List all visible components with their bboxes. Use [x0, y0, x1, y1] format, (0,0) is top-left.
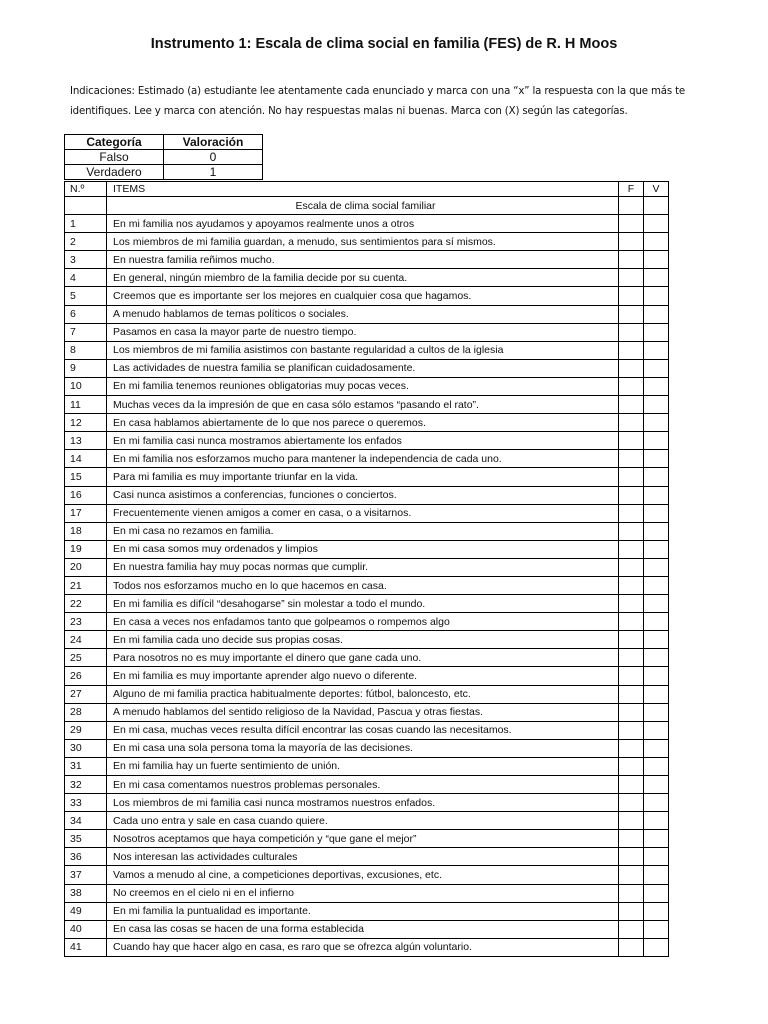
item-number: 12: [65, 414, 107, 432]
table-row: [65, 558, 669, 576]
false-answer-cell[interactable]: [619, 830, 644, 848]
value-header: Valoración: [164, 135, 263, 150]
item-text: Las actividades de nuestra familia se planifican cuidadosamente.: [107, 359, 619, 377]
false-answer-cell[interactable]: [619, 794, 644, 812]
true-answer-cell[interactable]: [644, 468, 669, 486]
items-header: ITEMS: [107, 182, 619, 197]
item-text: En casa a veces nos enfadamos tanto que golpeamos o rompemos algo: [107, 613, 619, 631]
item-number: 7: [65, 323, 107, 341]
true-answer-cell[interactable]: [644, 920, 669, 938]
false-answer-cell[interactable]: [619, 233, 644, 251]
item-number: 40: [65, 920, 107, 938]
table-row: [65, 848, 669, 866]
true-answer-cell[interactable]: [644, 848, 669, 866]
true-answer-cell[interactable]: [644, 884, 669, 902]
true-answer-cell[interactable]: [644, 812, 669, 830]
false-answer-cell[interactable]: [619, 396, 644, 414]
table-row: [65, 812, 669, 830]
false-answer-cell[interactable]: [619, 703, 644, 721]
table-row: [65, 305, 669, 323]
table-row: [65, 359, 669, 377]
table-row: [65, 794, 669, 812]
true-answer-cell[interactable]: [644, 251, 669, 269]
table-row: [65, 703, 669, 721]
item-text: A menudo hablamos del sentido religioso de la Navidad, Pascua y otras fiestas.: [107, 703, 619, 721]
true-answer-cell[interactable]: [644, 522, 669, 540]
table-row: [65, 486, 669, 504]
item-text: En mi familia tenemos reuniones obligatorias muy pocas veces.: [107, 377, 619, 395]
false-answer-cell[interactable]: [619, 938, 644, 956]
true-answer-cell[interactable]: [644, 667, 669, 685]
item-text: A menudo hablamos de temas políticos o sociales.: [107, 305, 619, 323]
category-label: Verdadero: [65, 165, 164, 180]
false-answer-cell[interactable]: [619, 902, 644, 920]
true-answer-cell[interactable]: [644, 613, 669, 631]
true-answer-cell[interactable]: [644, 341, 669, 359]
true-header: V: [644, 182, 669, 197]
false-answer-cell[interactable]: [619, 287, 644, 305]
true-answer-cell[interactable]: [644, 576, 669, 594]
item-text: Los miembros de mi familia guardan, a menudo, sus sentimientos para sí mismos.: [107, 233, 619, 251]
table-row: [65, 215, 669, 233]
table-row: [65, 450, 669, 468]
false-answer-cell[interactable]: [619, 649, 644, 667]
false-answer-cell[interactable]: [619, 432, 644, 450]
item-text: Los miembros de mi familia asistimos con bastante regularidad a cultos de la iglesia: [107, 341, 619, 359]
item-number: 34: [65, 812, 107, 830]
table-row: [65, 757, 669, 775]
table-row: [65, 938, 669, 956]
item-text: Creemos que es importante ser los mejores en cualquier cosa que hagamos.: [107, 287, 619, 305]
false-answer-cell[interactable]: [619, 576, 644, 594]
instructions-line-2: identifiques. Lee y marca con atención. No hay respuestas malas ni buenas. Marca con (X) según las categorías.: [70, 106, 628, 117]
item-number: 20: [65, 558, 107, 576]
item-number: 33: [65, 794, 107, 812]
table-row: [65, 540, 669, 558]
item-number: 4: [65, 269, 107, 287]
false-answer-cell[interactable]: [619, 269, 644, 287]
false-answer-cell[interactable]: [619, 866, 644, 884]
item-text: En nuestra familia reñimos mucho.: [107, 251, 619, 269]
table-row: [65, 739, 669, 757]
true-answer-cell[interactable]: [644, 757, 669, 775]
table-row: [65, 776, 669, 794]
true-answer-cell[interactable]: [644, 794, 669, 812]
item-number: 38: [65, 884, 107, 902]
true-answer-cell[interactable]: [644, 215, 669, 233]
true-answer-cell[interactable]: [644, 866, 669, 884]
item-text: En nuestra familia hay muy pocas normas que cumplir.: [107, 558, 619, 576]
table-row: [65, 432, 669, 450]
table-row: [65, 721, 669, 739]
true-answer-cell[interactable]: [644, 938, 669, 956]
section-title-row: [65, 197, 669, 215]
item-text: En mi familia nos esforzamos mucho para mantener la independencia de cada uno.: [107, 450, 619, 468]
item-text: Casi nunca asistimos a conferencias, funciones o conciertos.: [107, 486, 619, 504]
true-answer-cell[interactable]: [644, 450, 669, 468]
category-value: 1: [164, 165, 263, 180]
table-row: [65, 251, 669, 269]
instructions-line-1: Indicaciones: Estimado (a) estudiante lee atentamente cada enunciado y marca con una “x” la respuesta con la que más te: [70, 86, 686, 97]
item-text: No creemos en el cielo ni en el infierno: [107, 884, 619, 902]
item-number: 21: [65, 576, 107, 594]
table-row: [65, 685, 669, 703]
true-answer-cell[interactable]: [644, 504, 669, 522]
item-text: En mi familia hay un fuerte sentimiento de unión.: [107, 757, 619, 775]
false-answer-cell[interactable]: [619, 721, 644, 739]
item-number: 2: [65, 233, 107, 251]
item-number: 29: [65, 721, 107, 739]
table-row: [65, 884, 669, 902]
item-text: En mi casa una sola persona toma la mayoría de las decisiones.: [107, 739, 619, 757]
item-number: 25: [65, 649, 107, 667]
item-text: En general, ningún miembro de la familia decide por su cuenta.: [107, 269, 619, 287]
item-text: En mi familia nos ayudamos y apoyamos realmente unos a otros: [107, 215, 619, 233]
false-answer-cell[interactable]: [619, 631, 644, 649]
true-answer-cell[interactable]: [644, 739, 669, 757]
table-row: [65, 613, 669, 631]
table-row: [65, 396, 669, 414]
item-text: En casa hablamos abiertamente de lo que nos parece o queremos.: [107, 414, 619, 432]
item-number: 5: [65, 287, 107, 305]
false-answer-cell[interactable]: [619, 812, 644, 830]
item-number: 6: [65, 305, 107, 323]
item-text: Cada uno entra y sale en casa cuando quiere.: [107, 812, 619, 830]
item-text: Para mi familia es muy importante triunfar en la vida.: [107, 468, 619, 486]
false-answer-cell[interactable]: [619, 667, 644, 685]
false-answer-cell[interactable]: [619, 522, 644, 540]
true-answer-cell[interactable]: [644, 595, 669, 613]
false-answer-cell[interactable]: [619, 486, 644, 504]
item-text: En mi casa, muchas veces resulta difícil encontrar las cosas cuando las necesitamos.: [107, 721, 619, 739]
true-answer-cell[interactable]: [644, 649, 669, 667]
false-answer-cell[interactable]: [619, 540, 644, 558]
item-number: 16: [65, 486, 107, 504]
item-text: En mi familia cada uno decide sus propias cosas.: [107, 631, 619, 649]
false-answer-cell[interactable]: [619, 776, 644, 794]
false-answer-cell[interactable]: [619, 757, 644, 775]
item-text: Cuando hay que hacer algo en casa, es raro que se ofrezca algún voluntario.: [107, 938, 619, 956]
false-answer-cell[interactable]: [619, 251, 644, 269]
false-answer-cell[interactable]: [619, 739, 644, 757]
false-answer-cell[interactable]: [619, 450, 644, 468]
table-row: [65, 522, 669, 540]
false-answer-cell[interactable]: [619, 685, 644, 703]
item-text: En mi familia es muy importante aprender algo nuevo o diferente.: [107, 667, 619, 685]
table-row: [65, 631, 669, 649]
false-answer-cell[interactable]: [619, 595, 644, 613]
item-number: 9: [65, 359, 107, 377]
category-label: Falso: [65, 150, 164, 165]
table-row: [65, 576, 669, 594]
empty-cell: [644, 197, 669, 215]
table-row: [65, 287, 669, 305]
table-row: [65, 468, 669, 486]
item-text: Alguno de mi familia practica habitualmente deportes: fútbol, baloncesto, etc.: [107, 685, 619, 703]
section-title: Escala de clima social familiar: [107, 197, 619, 215]
item-number: 13: [65, 432, 107, 450]
item-number: 19: [65, 540, 107, 558]
item-number: 36: [65, 848, 107, 866]
item-number: 32: [65, 776, 107, 794]
item-number: 22: [65, 595, 107, 613]
number-header: N.º: [65, 182, 107, 197]
false-answer-cell[interactable]: [619, 377, 644, 395]
false-answer-cell[interactable]: [619, 884, 644, 902]
document-title: Instrumento 1: Escala de clima social en familia (FES) de R. H Moos: [150, 36, 618, 52]
item-text: Todos nos esforzamos mucho en lo que hacemos en casa.: [107, 576, 619, 594]
true-answer-cell[interactable]: [644, 685, 669, 703]
table-row: [65, 233, 669, 251]
item-number: 10: [65, 377, 107, 395]
true-answer-cell[interactable]: [644, 631, 669, 649]
item-number: 8: [65, 341, 107, 359]
true-answer-cell[interactable]: [644, 776, 669, 794]
true-answer-cell[interactable]: [644, 432, 669, 450]
false-answer-cell[interactable]: [619, 215, 644, 233]
table-row: [65, 377, 669, 395]
table-row: [65, 323, 669, 341]
item-number: 37: [65, 866, 107, 884]
item-number: 30: [65, 739, 107, 757]
item-number: 11: [65, 396, 107, 414]
item-text: Frecuentemente vienen amigos a comer en casa, o a visitarnos.: [107, 504, 619, 522]
false-header: F: [619, 182, 644, 197]
category-row: [65, 165, 263, 180]
true-answer-cell[interactable]: [644, 233, 669, 251]
false-answer-cell[interactable]: [619, 558, 644, 576]
table-row: [65, 269, 669, 287]
true-answer-cell[interactable]: [644, 377, 669, 395]
item-text: En mi casa no rezamos en familia.: [107, 522, 619, 540]
item-number: 17: [65, 504, 107, 522]
item-number: 23: [65, 613, 107, 631]
true-answer-cell[interactable]: [644, 558, 669, 576]
category-table: [64, 134, 263, 180]
true-answer-cell[interactable]: [644, 902, 669, 920]
item-number: 49: [65, 902, 107, 920]
true-answer-cell[interactable]: [644, 540, 669, 558]
item-number: 24: [65, 631, 107, 649]
item-text: En mi familia la puntualidad es importante.: [107, 902, 619, 920]
item-text: En mi familia es difícil “desahogarse” sin molestar a todo el mundo.: [107, 595, 619, 613]
table-row: [65, 341, 669, 359]
item-text: Pasamos en casa la mayor parte de nuestro tiempo.: [107, 323, 619, 341]
item-text: Los miembros de mi familia casi nunca mostramos nuestros enfados.: [107, 794, 619, 812]
items-header-row: [65, 182, 669, 197]
true-answer-cell[interactable]: [644, 414, 669, 432]
table-row: [65, 830, 669, 848]
table-row: [65, 902, 669, 920]
false-answer-cell[interactable]: [619, 323, 644, 341]
false-answer-cell[interactable]: [619, 504, 644, 522]
table-row: [65, 667, 669, 685]
category-value: 0: [164, 150, 263, 165]
true-answer-cell[interactable]: [644, 269, 669, 287]
table-row: [65, 504, 669, 522]
item-text: Muchas veces da la impresión de que en casa sólo estamos “pasando el rato”.: [107, 396, 619, 414]
false-answer-cell[interactable]: [619, 613, 644, 631]
table-row: [65, 649, 669, 667]
table-row: [65, 920, 669, 938]
item-text: En mi casa somos muy ordenados y limpios: [107, 540, 619, 558]
true-answer-cell[interactable]: [644, 703, 669, 721]
true-answer-cell[interactable]: [644, 287, 669, 305]
true-answer-cell[interactable]: [644, 486, 669, 504]
item-number: 15: [65, 468, 107, 486]
empty-cell: [65, 197, 107, 215]
true-answer-cell[interactable]: [644, 396, 669, 414]
item-text: En mi casa comentamos nuestros problemas personales.: [107, 776, 619, 794]
item-number: 41: [65, 938, 107, 956]
false-answer-cell[interactable]: [619, 848, 644, 866]
instructions: [70, 82, 710, 122]
item-text: Vamos a menudo al cine, a competiciones deportivas, excusiones, etc.: [107, 866, 619, 884]
category-header: Categoría: [65, 135, 164, 150]
true-answer-cell[interactable]: [644, 359, 669, 377]
item-number: 28: [65, 703, 107, 721]
item-number: 1: [65, 215, 107, 233]
false-answer-cell[interactable]: [619, 359, 644, 377]
item-number: 26: [65, 667, 107, 685]
item-number: 3: [65, 251, 107, 269]
false-answer-cell[interactable]: [619, 341, 644, 359]
items-table: [64, 181, 669, 957]
item-text: Nos interesan las actividades culturales: [107, 848, 619, 866]
item-number: 27: [65, 685, 107, 703]
true-answer-cell[interactable]: [644, 721, 669, 739]
table-row: [65, 866, 669, 884]
true-answer-cell[interactable]: [644, 323, 669, 341]
item-text: En mi familia casi nunca mostramos abiertamente los enfados: [107, 432, 619, 450]
table-row: [65, 414, 669, 432]
category-row: [65, 150, 263, 165]
true-answer-cell[interactable]: [644, 830, 669, 848]
false-answer-cell[interactable]: [619, 305, 644, 323]
item-number: 18: [65, 522, 107, 540]
false-answer-cell[interactable]: [619, 414, 644, 432]
item-text: En casa las cosas se hacen de una forma establecida: [107, 920, 619, 938]
true-answer-cell[interactable]: [644, 305, 669, 323]
false-answer-cell[interactable]: [619, 920, 644, 938]
item-text: Para nosotros no es muy importante el dinero que gane cada uno.: [107, 649, 619, 667]
false-answer-cell[interactable]: [619, 468, 644, 486]
empty-cell: [619, 197, 644, 215]
item-number: 31: [65, 757, 107, 775]
table-row: [65, 595, 669, 613]
item-text: Nosotros aceptamos que haya competición y “que gane el mejor”: [107, 830, 619, 848]
item-number: 35: [65, 830, 107, 848]
item-number: 14: [65, 450, 107, 468]
